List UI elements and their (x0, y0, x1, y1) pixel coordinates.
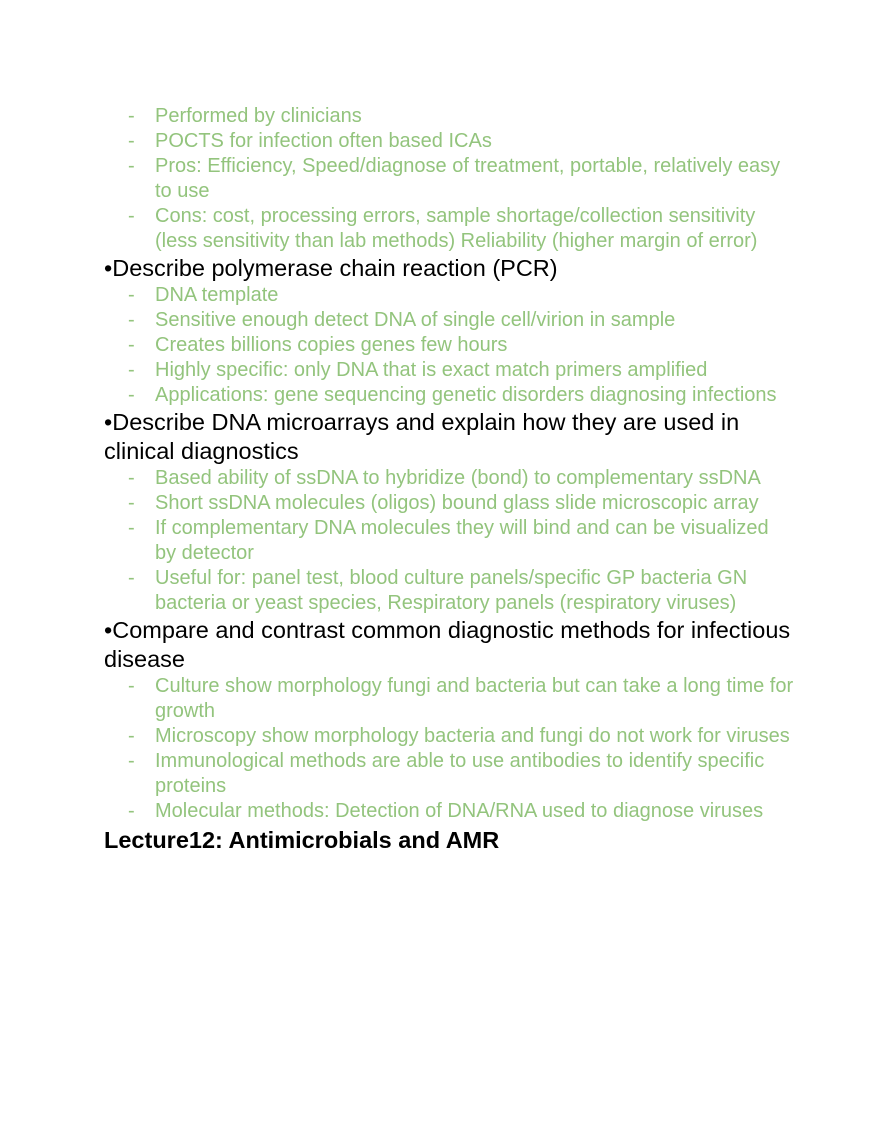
list-item-text: Performed by clinicians (155, 105, 362, 127)
list-item-text: Cons: cost, processing errors, sample shortage/collection sensitivity (less sensitivity than lab methods) Reliability (higher margin of error) (155, 205, 758, 252)
dash-bullet: - (128, 567, 135, 589)
list-item-text: Based ability of ssDNA to hybridize (bond) to complementary ssDNA (155, 467, 761, 489)
dash-bullet: - (128, 800, 135, 822)
list-item-text: Creates billions copies genes few hours (155, 334, 508, 356)
list-item (104, 129, 794, 154)
list-item (104, 749, 794, 799)
list-item (104, 491, 794, 516)
notes-content (104, 104, 794, 856)
list-item (104, 358, 794, 383)
section-heading-microarrays: •Describe DNA microarrays and explain how they are used in clinical diagnostics (104, 409, 740, 464)
list-item (104, 516, 794, 566)
dash-bullet: - (128, 517, 135, 539)
list-item-text: Short ssDNA molecules (oligos) bound glass slide microscopic array (155, 492, 759, 514)
lecture-title: Lecture12: Antimicrobials and AMR (104, 827, 500, 853)
list-item (104, 799, 794, 824)
dash-bullet: - (128, 359, 135, 381)
list-item (104, 724, 794, 749)
list-item (104, 104, 794, 129)
list-item-text: Sensitive enough detect DNA of single cell/virion in sample (155, 309, 676, 331)
dash-bullet: - (128, 492, 135, 514)
pcr-list (104, 283, 794, 408)
list-item-text: DNA template (155, 284, 279, 306)
dash-bullet: - (128, 105, 135, 127)
microarray-list (104, 466, 794, 616)
list-item (104, 466, 794, 491)
list-item-text: Useful for: panel test, blood culture panels/specific GP bacteria GN bacteria or yeast species, Respiratory panels (respiratory viruses) (155, 567, 748, 614)
list-item (104, 383, 794, 408)
list-item-text: If complementary DNA molecules they will bind and can be visualized by detector (155, 517, 769, 564)
list-item-text: Culture show morphology fungi and bacteria but can take a long time for growth (155, 675, 794, 722)
dash-bullet: - (128, 675, 135, 697)
list-item (104, 566, 794, 616)
dash-bullet: - (128, 467, 135, 489)
dash-bullet: - (128, 725, 135, 747)
intro-list (104, 104, 794, 254)
section-heading-pcr: •Describe polymerase chain reaction (PCR) (104, 255, 558, 281)
dash-bullet: - (128, 155, 135, 177)
list-item-text: Immunological methods are able to use antibodies to identify specific proteins (155, 750, 765, 797)
list-item-text: POCTS for infection often based ICAs (155, 130, 492, 152)
list-item (104, 674, 794, 724)
list-item (104, 333, 794, 358)
dash-bullet: - (128, 309, 135, 331)
dash-bullet: - (128, 130, 135, 152)
list-item (104, 308, 794, 333)
list-item-text: Molecular methods: Detection of DNA/RNA used to diagnose viruses (155, 800, 764, 822)
list-item-text: Highly specific: only DNA that is exact match primers amplified (155, 359, 708, 381)
dash-bullet: - (128, 205, 135, 227)
section-heading-diagnostic-methods: •Compare and contrast common diagnostic methods for infectious disease (104, 617, 791, 672)
dash-bullet: - (128, 750, 135, 772)
dash-bullet: - (128, 284, 135, 306)
list-item (104, 154, 794, 204)
dash-bullet: - (128, 334, 135, 356)
list-item-text: Applications: gene sequencing genetic disorders diagnosing infections (155, 384, 777, 406)
diagnostic-methods-list (104, 674, 794, 824)
dash-bullet: - (128, 384, 135, 406)
list-item-text: Microscopy show morphology bacteria and fungi do not work for viruses (155, 725, 790, 747)
list-item-text: Pros: Efficiency, Speed/diagnose of treatment, portable, relatively easy to use (155, 155, 781, 202)
list-item (104, 204, 794, 254)
list-item (104, 283, 794, 308)
